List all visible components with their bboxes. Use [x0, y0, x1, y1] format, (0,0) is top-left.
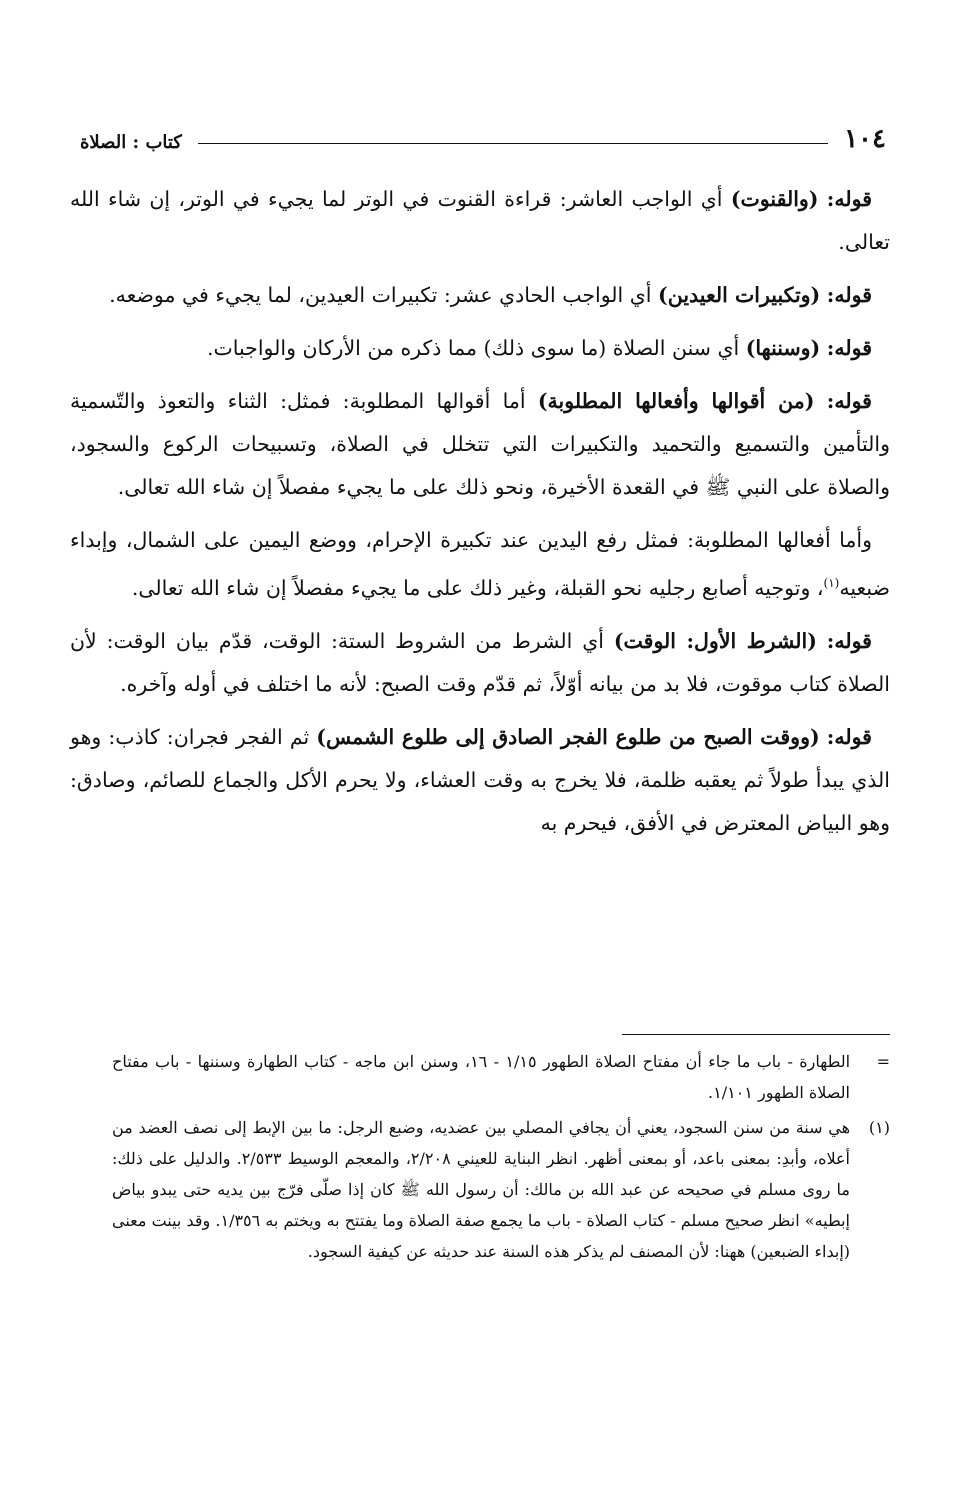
paragraph-term: (وسننها) [745, 336, 821, 360]
paragraph-text-continued: ، وتوجيه أصابع رجليه نحو القبلة، وغير ذلك على ما يجيء مفصلاً إن شاء الله تعالى. [131, 575, 824, 600]
paragraph-text: أما أقوالها المطلوبة: فمثل: الثناء والتعوذ والتّسمية والتأمين والتسميع والتحميد والتكبيرات التي تتخلل في الصلاة، وتسبيحات الركوع والسجود، والصلاة على النبي ﷺ في القعدة الأخيرة، ونحو ذلك على ما يجيء مفصلاً إن شاء الله تعالى. [70, 389, 890, 499]
footnote-mark: (١) [868, 1118, 890, 1137]
paragraph-term: (والقنوت) [730, 187, 819, 211]
footnote [112, 1112, 890, 1267]
paragraph-text: أي الواجب الحادي عشر: تكبيرات العيدين، لما يجيء في موضعه. [109, 283, 652, 307]
footnote [112, 1046, 890, 1108]
paragraph-lead: قوله: [826, 336, 872, 360]
paragraph-term: (الشرط الأول: الوقت) [613, 628, 817, 653]
paragraph-lead: قوله: [826, 628, 872, 653]
paragraph [70, 178, 890, 264]
paragraph-term: (من أقوالها وأفعالها المطلوبة) [537, 389, 815, 413]
page-number: ١٠٤ [844, 124, 886, 154]
page-header [80, 112, 886, 152]
paragraph-text: أي الواجب العاشر: قراءة القنوت في الوتر لما يجيء في الوتر، إن شاء الله تعالى. [70, 187, 890, 254]
main-text [70, 178, 890, 855]
paragraph [70, 274, 890, 317]
paragraph [70, 519, 890, 610]
paragraph-lead: قوله: [826, 389, 872, 413]
paragraph-lead: قوله: [826, 283, 872, 307]
paragraph-term: (وتكبيرات العيدين) [658, 283, 821, 307]
paragraph-lead: قوله: [826, 724, 872, 749]
paragraph [70, 380, 890, 509]
footnote-text: هي سنة من سنن السجود، يعني أن يجافي المصلي بين عضديه، وضبع الرجل: ما بين الإبط إلى نصف العضد من أعلاه، وأبدِ: بمعنى باعد، أو بمعنى أظهر. انظر البناية للعيني ٢/٢٠٨، والمعجم الوسيط ٢/٥٣٣. والدليل على ذلك: ما روى مسلم في صحيحه عن عبد الله بن مالك: أن رسول الله ﷺ كان إذا صلّى فرّج بين يديه حتى يبدو بياض إبطيه» انظر صحيح مسلم - كتاب الصلاة - باب ما يجمع صفة الصلاة وما يفتتح به ويختم به ١/٣٥٦. وقد بينت معنى (إبداء الضبعين) ههنا: لأن المصنف لم يذكر هذه السنة عند حديثه عن كيفية السجود. [112, 1118, 851, 1261]
paragraph [70, 620, 890, 706]
footnote-mark: = [876, 1052, 890, 1071]
header-rule [198, 143, 828, 144]
paragraph-text: أي الشرط من الشروط الستة: الوقت، قدّم بيان الوقت: لأن الصلاة كتاب موقوت، فلا بد من بيانه أوّلاً، ثم قدّم وقت الصبح: لأنه ما اختلف في أوله وآخره. [70, 628, 890, 696]
paragraph-text: وأما أفعالها المطلوبة: فمثل رفع اليدين عند تكبيرة الإحرام، ووضع اليمين على الشمال، وإبداء ضبعيه [70, 528, 890, 600]
footnotes [112, 1046, 890, 1271]
running-title: كتاب : الصلاة [80, 132, 182, 153]
paragraph-text: ثم الفجر فجران: كاذب: وهو الذي يبدأ طولاً ثم يعقبه ظلمة، فلا يخرج به وقت العشاء، ولا يحرم الأكل والجماع للصائم، وصادق: وهو البياض المعترض في الأفق، فيحرم به [70, 724, 890, 835]
footnote-text: الطهارة - باب ما جاء أن مفتاح الصلاة الطهور ١/١٥ - ١٦، وسنن ابن ماجه - كتاب الطهارة وسننها - باب مفتاح الصلاة الطهور ١/١٠١. [112, 1052, 851, 1102]
paragraph [70, 716, 890, 845]
paragraph-text: أي سنن الصلاة (ما سوى ذلك) مما ذكره من الأركان والواجبات. [206, 336, 740, 360]
footnote-reference[interactable]: (١) [823, 576, 840, 590]
paragraph-term: (ووقت الصبح من طلوع الفجر الصادق إلى طلوع الشمس) [316, 724, 820, 749]
paragraph [70, 327, 890, 370]
paragraph-lead: قوله: [826, 187, 872, 211]
footnote-separator [622, 1034, 890, 1035]
